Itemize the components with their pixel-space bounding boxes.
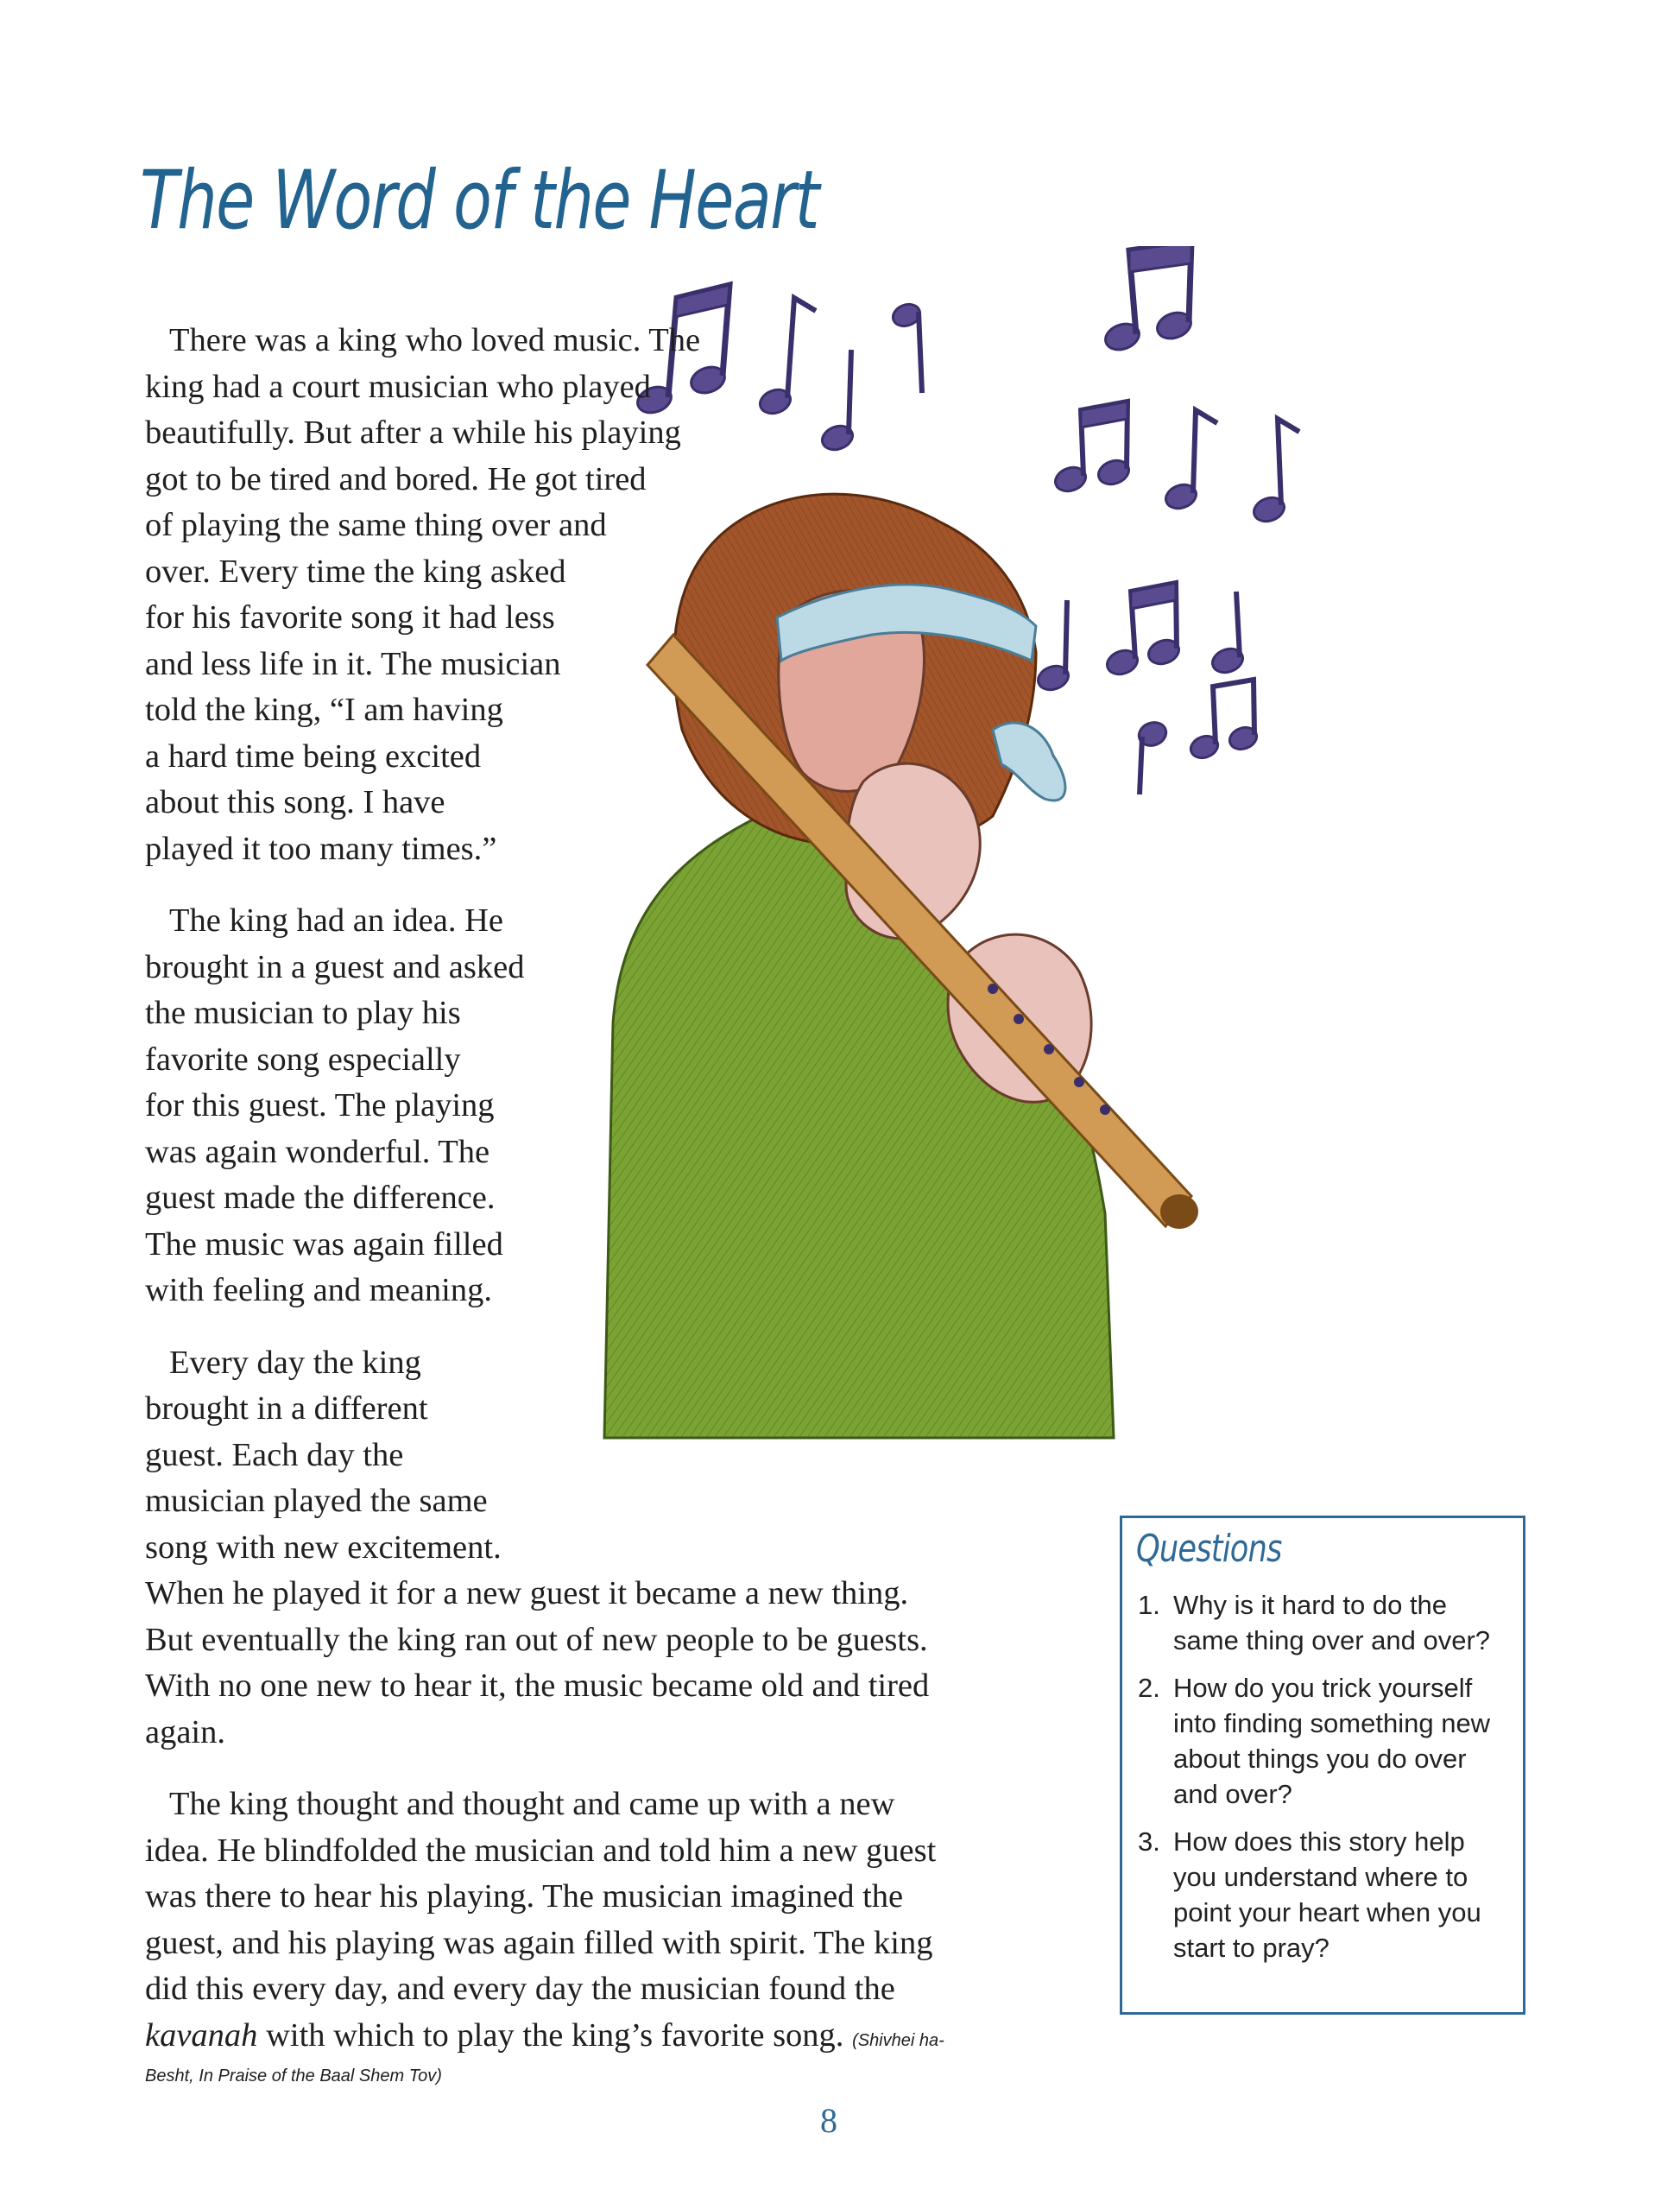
story-line: The king thought and thought and came up with a new <box>169 1786 895 1822</box>
story-line: The music was again filled <box>145 1225 503 1263</box>
story-line: musician played the same <box>145 1483 488 1519</box>
story-line: over. Every time the king asked <box>145 553 566 590</box>
source-citation-part2: Besht, In Praise of the Baal Shem Tov) <box>145 2067 442 2086</box>
story-line: was there to hear his playing. The musician imagined the <box>145 1878 904 1915</box>
story-line: beautifully. But after a while his playing <box>145 415 681 451</box>
story-line-kavanah <box>145 2013 1095 2060</box>
story-line: The king had an idea. He <box>169 902 503 939</box>
story-line: for this guest. The playing <box>145 1087 495 1123</box>
story-line: favorite song especially <box>145 1041 461 1078</box>
story-line: When he played it for a new guest it became a new thing. <box>145 1575 909 1611</box>
story-paragraph-1 <box>145 318 1095 872</box>
story-line: king had a court musician who played <box>145 368 651 405</box>
story-line: did this every day, and every day the musician found the <box>145 1971 895 2007</box>
story-line: again. <box>145 1713 225 1750</box>
story-line: guest made the difference. <box>145 1180 496 1216</box>
question-number: 1. <box>1138 1590 1160 1620</box>
story-paragraph-2 <box>145 898 1095 1314</box>
story-line: with feeling and meaning. <box>145 1272 492 1308</box>
story-line: and less life in it. The musician <box>145 645 561 682</box>
question-item <box>1138 1824 1514 1965</box>
page-title: The Word of the Heart <box>140 154 818 248</box>
story-line: Every day the king <box>169 1344 421 1381</box>
story-paragraph-4 <box>145 1782 1095 2013</box>
question-item <box>1138 1587 1514 1658</box>
story-line: brought in a guest and asked <box>145 948 525 985</box>
story-line: played it too many times.” <box>145 830 497 867</box>
story-line: guest. Each day the <box>145 1436 404 1473</box>
question-number: 3. <box>1138 1826 1160 1857</box>
story-line: brought in a different <box>145 1390 428 1427</box>
story-line: song with new excitement. <box>145 1529 502 1566</box>
questions-title: Questions <box>1136 1527 1282 1571</box>
question-text: Why is it hard to do the same thing over and over? <box>1173 1590 1491 1655</box>
question-number: 2. <box>1138 1673 1160 1703</box>
story-line: With no one new to hear it, the music became old and tired <box>145 1668 930 1704</box>
page-number: 8 <box>820 2101 837 2140</box>
story-paragraph-3 <box>145 1340 1095 1756</box>
kavanah-term: kavanah <box>145 2016 258 2054</box>
question-item <box>1138 1670 1514 1812</box>
story-line: for his favorite song it had less <box>145 599 555 636</box>
story-line: about this song. I have <box>145 784 445 820</box>
story-line: a hard time being excited <box>145 737 482 775</box>
story-line: But eventually the king ran out of new people to be guests. <box>145 1621 928 1658</box>
questions-box <box>1120 1516 1525 2015</box>
story-text <box>145 318 1095 2093</box>
story-line-rest: with which to play the king’s favorite song. <box>257 2016 853 2054</box>
story-line: There was a king who loved music. The <box>169 322 701 358</box>
source-citation-part1: (Shivhei ha- <box>852 2030 944 2050</box>
story-line: idea. He blindfolded the musician and told him a new guest <box>145 1832 937 1869</box>
questions-list <box>1138 1587 1514 1978</box>
story-line: told the king, “I am having <box>145 692 503 728</box>
question-text: How does this story help you understand where to point your heart when you start to pray? <box>1173 1826 1481 1963</box>
story-line: got to be tired and bored. He got tired <box>145 460 647 497</box>
story-line: the musician to play his <box>145 995 461 1031</box>
question-text: How do you trick yourself into finding something new about things you do over and over? <box>1173 1673 1491 1809</box>
story-line: guest, and his playing was again filled with spirit. The king <box>145 1924 933 1961</box>
story-line: was again wonderful. The <box>145 1133 490 1170</box>
story-line: of playing the same thing over and <box>145 507 607 543</box>
